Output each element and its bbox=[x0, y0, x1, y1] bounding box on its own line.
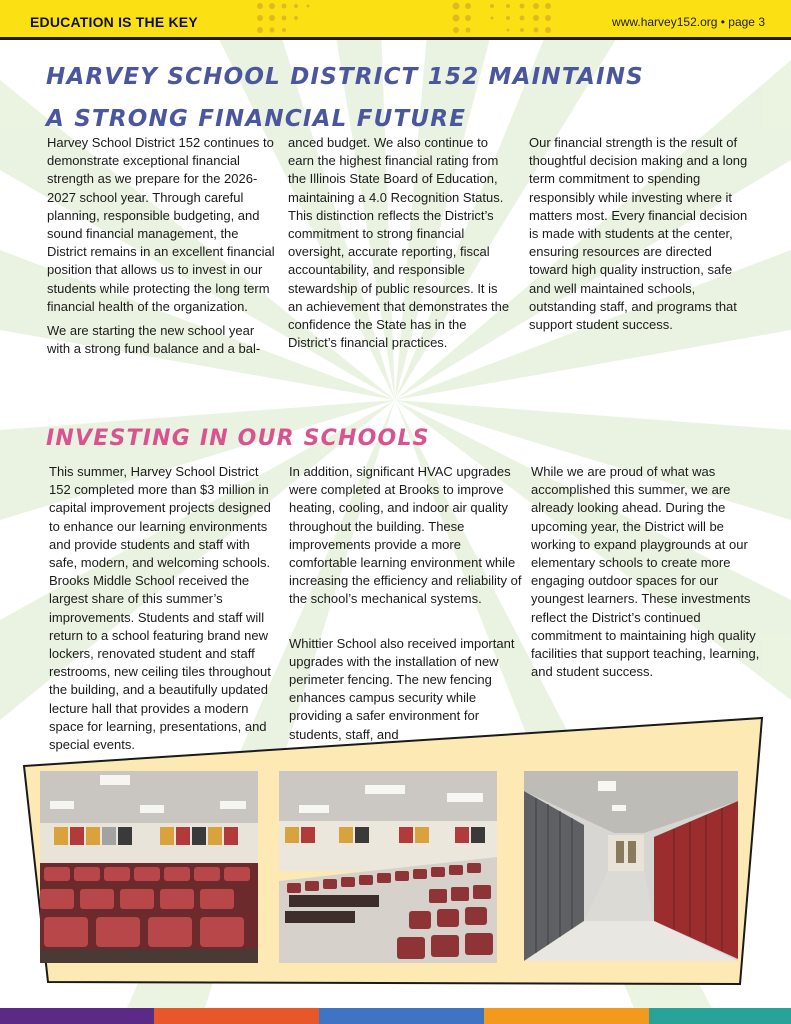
investing-paragraph: In addition, significant HVAC upgrades were completed at Brooks to improve heating, cooling, and indoor air quality throughout the building. These improvements provide a more comfortable learning environment while increasing the efficiency and reliability of the school’s mechanical systems. bbox=[289, 464, 522, 607]
hallway-lockers-photo bbox=[524, 771, 738, 961]
financial-column-1 bbox=[47, 134, 275, 364]
footer-segment bbox=[649, 1008, 791, 1024]
investing-paragraph: Whittier School also received important upgrades with the installation of new perimeter fencing. The new fencing enhances campus security while providing a safer environment for students, staff, and bbox=[289, 635, 515, 742]
investing-column-1 bbox=[49, 463, 275, 760]
footer-color-bar bbox=[0, 1008, 791, 1024]
investing-paragraph: This summer, Harvey School District 152 completed more than $3 million in capital improvement projects designed to enhance our learning environments and provide students and staff with safe, modern, and welcoming schools. Brooks Middle School received the largest share of this summer’s improvements. Students and staff will return to a school featuring brand new lockers, renovated student and staff restrooms, new ceiling tiles throughout the building, and a beautifully updated lecture hall that provides a modern space for learning, presentations, and special events. bbox=[49, 464, 271, 753]
financial-paragraph: anced budget. We also continue to earn the highest financial rating from the Illinois State Board of Education, maintaining a 4.0 Recognition Status. This distinction reflects the District’s commitment to strong financial oversight, accurate reporting, fiscal accountability, and responsible stewardship of public resources. It is an achievement that demonstrates the confidence the State has in the District’s financial practices. bbox=[288, 135, 510, 351]
financial-paragraph: Our financial strength is the result of thoughtful decision making and a long term commitment to spending responsibly while investing where it matters most. Every financial decision is made with students at the center, ensuring resources are directed toward high quality instruction, safe and well maintained schools, outstanding staff, and programs that support student success. bbox=[529, 135, 748, 333]
financial-column-2 bbox=[288, 134, 512, 358]
lecture-hall-seats-photo bbox=[40, 771, 258, 963]
footer-segment bbox=[0, 1008, 154, 1024]
tiered-seating-icon bbox=[279, 771, 497, 963]
header-dot-pattern bbox=[252, 0, 552, 37]
financial-paragraph: We are starting the new school year with a strong fund balance and a bal- bbox=[47, 323, 261, 357]
section-financial-title: HARVEY SCHOOL DISTRICT 152 MAINTAINS A STRONG FINANCIAL FUTURE bbox=[46, 64, 644, 132]
investing-column-3 bbox=[531, 463, 761, 687]
header-tagline: EDUCATION IS THE KEY bbox=[30, 14, 198, 30]
lecture-hall-seats-icon bbox=[40, 771, 258, 963]
investing-paragraph: While we are proud of what was accomplished this summer, we are already looking ahead. During the upcoming year, the District will be working to expand playgrounds at our elementary schools to create more engaging outdoor spaces for our youngest learners. These investments reflect the District’s continued commitment to maintaining high quality facilities that support teaching, learning, and student success. bbox=[531, 464, 760, 680]
section-investing-title: INVESTING IN OUR SCHOOLS bbox=[46, 426, 430, 451]
footer-segment bbox=[484, 1008, 649, 1024]
investing-column-2 bbox=[289, 463, 525, 745]
page-header bbox=[0, 0, 791, 40]
header-website-page: www.harvey152.org • page 3 bbox=[612, 15, 765, 29]
financial-paragraph: Harvey School District 152 continues to demonstrate exceptional financial strength as we prepare for the 2026-2027 school year. Through careful planning, responsible budgeting, and sound financial management, the District remains in an excellent financial position that allows us to invest in our students while protecting the long term financial health of the organization. bbox=[47, 135, 275, 314]
lecture-hall-tiered-seats-photo bbox=[279, 771, 497, 963]
lockers-hallway-icon bbox=[524, 771, 738, 961]
financial-column-3 bbox=[529, 134, 753, 340]
footer-segment bbox=[319, 1008, 484, 1024]
footer-segment bbox=[154, 1008, 319, 1024]
